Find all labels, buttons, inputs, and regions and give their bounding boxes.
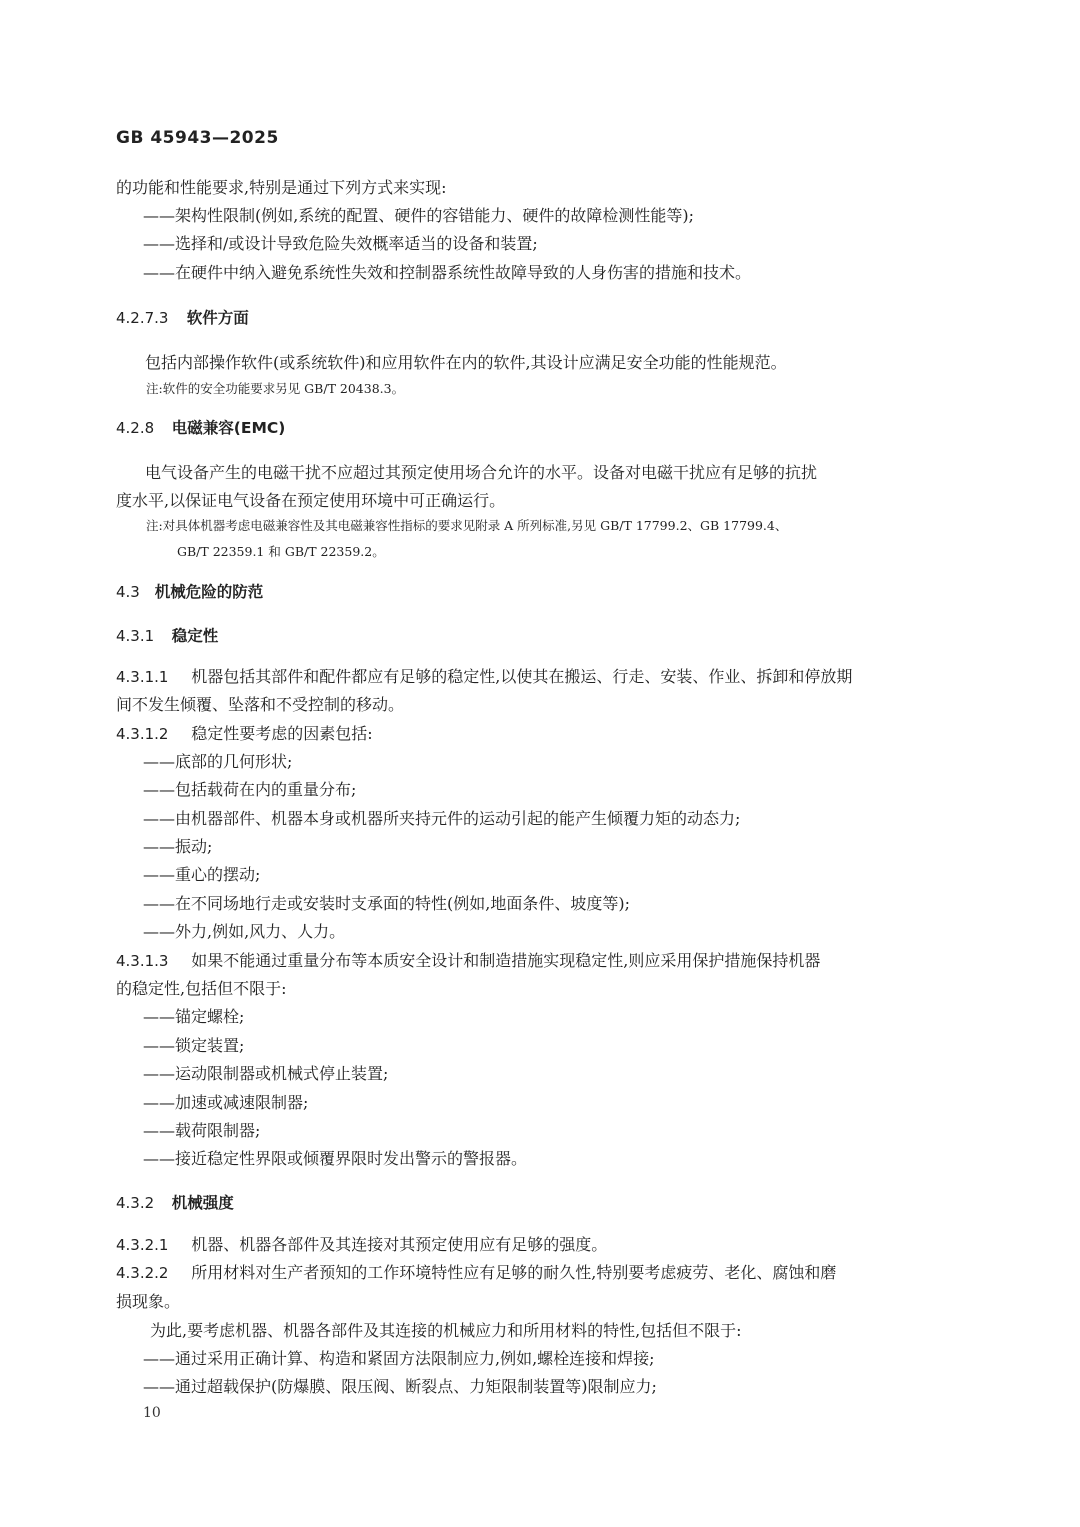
note-line: GB/T 22359.1 和 GB/T 22359.2。 [177,544,385,559]
list-item: ——外力,例如,风力、人力。 [143,922,346,941]
list-item: ——锁定装置; [143,1036,245,1055]
clause-text: 如果不能通过重量分布等本质安全设计和制造措施实现稳定性,则应采用保护措施保持机器 [191,951,821,970]
clause-4-3-1-3 [116,950,820,972]
note-line: 注:软件的安全功能要求另见 GB/T 20438.3。 [146,381,405,396]
document-code: GB 45943—2025 [116,128,279,148]
list-item: ——通过超载保护(防爆膜、限压阀、断裂点、力矩限制装置等)限制应力; [143,1377,657,1396]
paragraph-line: 为此,要考虑机器、机器各部件及其连接的机械应力和所用材料的特性,包括但不限于: [150,1321,742,1340]
section-number: 4.2.8 [116,419,155,437]
section-heading-4-2-8 [116,417,285,439]
paragraph-line: 度水平,以保证电气设备在预定使用环境中可正确运行。 [116,491,506,510]
clause-text: 所用材料对生产者预知的工作环境特性应有足够的耐久性,特别要考虑疲劳、老化、腐蚀和磨 [191,1263,837,1282]
list-item: ——由机器部件、机器本身或机器所夹持元件的运动引起的能产生倾覆力矩的动态力; [143,809,741,828]
section-heading-4-3-1 [116,625,218,647]
text-line: 的功能和性能要求,特别是通过下列方式来实现: [116,178,447,197]
clause-text: 机器、机器各部件及其连接对其预定使用应有足够的强度。 [191,1235,608,1254]
list-item: ——在不同场地行走或安装时支承面的特性(例如,地面条件、坡度等); [143,894,630,913]
page-number: 10 [143,1405,161,1421]
clause-4-3-2-2 [116,1262,836,1284]
list-item: ——振动; [143,837,213,856]
clause-4-3-1-1 [116,666,852,688]
section-heading-4-2-7-3 [116,307,249,329]
section-number: 4.3 [116,583,140,601]
clause-number: 4.3.1.2 [116,725,169,743]
clause-4-3-1-2 [116,723,373,745]
clause-number: 4.3.1.1 [116,668,169,686]
section-number: 4.3.1 [116,627,155,645]
section-number: 4.3.2 [116,1194,155,1212]
paragraph-line: 电气设备产生的电磁干扰不应超过其预定使用场合允许的水平。设备对电磁干扰应有足够的抗扰 [145,463,818,482]
section-title: 稳定性 [171,627,219,645]
list-item: ——包括载荷在内的重量分布; [143,780,357,799]
section-title: 电磁兼容(EMC) [171,419,286,437]
list-item: ——在硬件中纳入避免系统性失效和控制器系统性故障导致的人身伤害的措施和技术。 [143,263,752,282]
list-item: ——锚定螺栓; [143,1007,245,1026]
section-heading-4-3 [116,581,263,603]
paragraph-line: 损现象。 [116,1292,181,1311]
list-item: ——加速或减速限制器; [143,1093,309,1112]
section-title: 软件方面 [186,309,249,327]
note-line: 注:对具体机器考虑电磁兼容性及其电磁兼容性指标的要求见附录 A 所列标准,另见 GB/T 17799.2、GB 17799.4、 [146,518,788,533]
list-item: ——载荷限制器; [143,1121,261,1140]
list-item: ——选择和/或设计导致危险失效概率适当的设备和装置; [143,234,538,253]
list-item: ——重心的摆动; [143,865,261,884]
section-title: 机械危险的防范 [154,583,264,601]
paragraph-line: 间不发生倾覆、坠落和不受控制的移动。 [116,695,405,714]
clause-text: 机器包括其部件和配件都应有足够的稳定性,以使其在搬运、行走、安装、作业、拆卸和停放期 [191,667,853,686]
list-item: ——底部的几何形状; [143,752,293,771]
list-item: ——接近稳定性界限或倾覆界限时发出警示的警报器。 [143,1149,528,1168]
section-number: 4.2.7.3 [116,309,169,327]
clause-number: 4.3.2.2 [116,1264,169,1282]
paragraph-line: 包括内部操作软件(或系统软件)和应用软件在内的软件,其设计应满足安全功能的性能规范。 [145,353,787,372]
clause-number: 4.3.2.1 [116,1236,169,1254]
clause-number: 4.3.1.3 [116,952,169,970]
list-item: ——架构性限制(例如,系统的配置、硬件的容错能力、硬件的故障检测性能等); [143,206,694,225]
list-item: ——运动限制器或机械式停止装置; [143,1064,389,1083]
section-heading-4-3-2 [116,1192,234,1214]
clause-text: 稳定性要考虑的因素包括: [191,724,373,743]
section-title: 机械强度 [171,1194,234,1212]
list-item: ——通过采用正确计算、构造和紧固方法限制应力,例如,螺栓连接和焊接; [143,1349,655,1368]
paragraph-line: 的稳定性,包括但不限于: [116,979,287,998]
clause-4-3-2-1 [116,1234,607,1256]
